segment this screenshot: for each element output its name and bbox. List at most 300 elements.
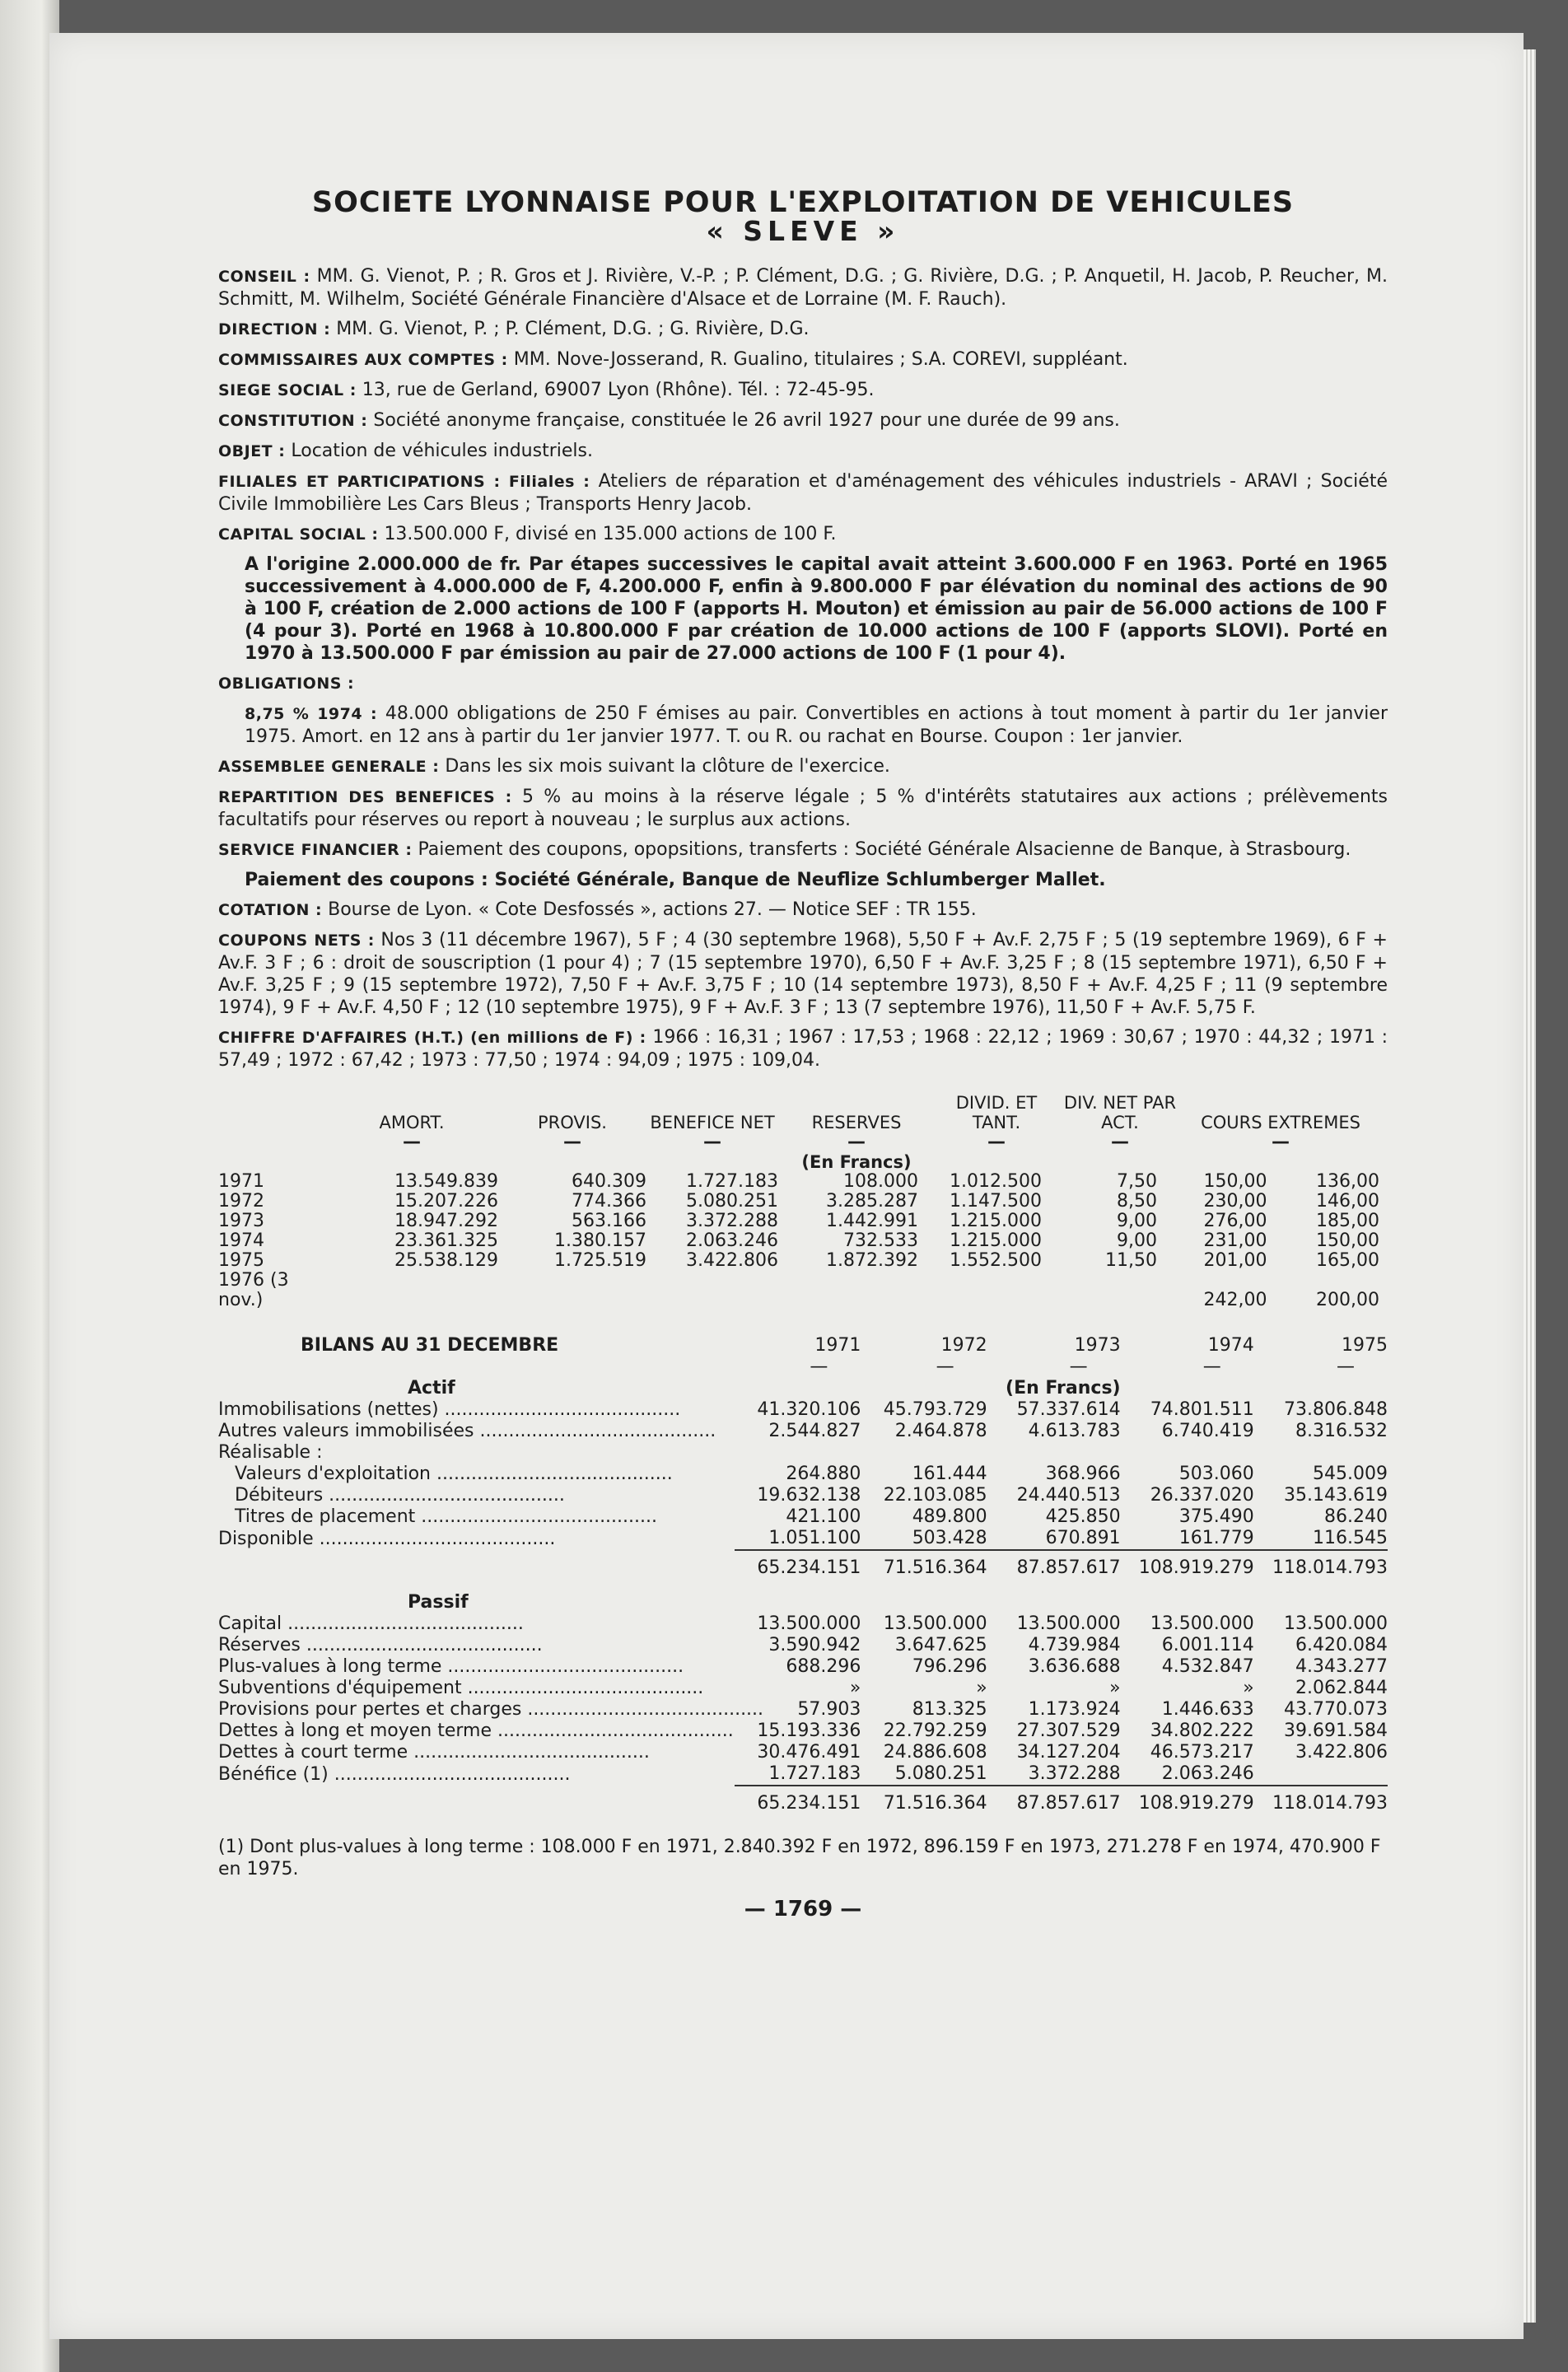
- table-cell: 1.725.519: [554, 1250, 646, 1271]
- total-cell: 118.014.793: [1254, 1786, 1388, 1814]
- balance-row: [218, 1742, 1388, 1763]
- total-cell: 108.919.279: [1121, 1786, 1254, 1814]
- total-cell: 87.857.617: [987, 1786, 1121, 1814]
- table-cell: 15.207.226: [394, 1191, 498, 1212]
- table-cell: 146,00: [1316, 1191, 1379, 1212]
- table-cell: 25.538.129: [394, 1250, 498, 1271]
- table-cell: 200,00: [1316, 1290, 1379, 1310]
- table-cell: 150,00: [1316, 1230, 1379, 1251]
- actif-heading-label: Actif: [408, 1378, 455, 1398]
- section-text: Bourse de Lyon. « Cote Desfossés », actions 27. — Notice SEF : TR 155.: [328, 899, 977, 920]
- section-paragraph: [218, 672, 1388, 695]
- value-cell: 3.422.806: [1295, 1742, 1388, 1763]
- section-label: DIRECTION :: [218, 320, 331, 339]
- row-label: [218, 1635, 735, 1656]
- balance-row: [218, 1721, 1388, 1742]
- value-cell: 57.903: [797, 1699, 861, 1720]
- row-label-text: Dettes à long et moyen terme: [218, 1721, 492, 1741]
- column-header: BENEFICE NET: [650, 1113, 775, 1132]
- value-cell: 86.240: [1324, 1506, 1388, 1527]
- value-cell: 421.100: [786, 1506, 861, 1527]
- value-cell: 43.770.073: [1284, 1699, 1388, 1720]
- value-cell: 1.173.924: [1028, 1699, 1121, 1720]
- table-cell: 108.000: [843, 1171, 918, 1192]
- total-cell: 65.234.151: [735, 1550, 861, 1579]
- section-label: COTATION :: [218, 901, 323, 919]
- value-cell: 22.103.085: [883, 1485, 987, 1506]
- row-label: [218, 1399, 735, 1421]
- table-cell: 231,00: [1203, 1230, 1267, 1251]
- balance-header-row: [218, 1335, 1388, 1356]
- total-row: [218, 1550, 1388, 1579]
- dash: —: [1337, 1356, 1355, 1377]
- value-cell: 489.800: [912, 1506, 987, 1527]
- section-text: Location de véhicules industriels.: [291, 441, 593, 461]
- section-text: Ateliers de réparation et d'aménagement des véhicules industriels - ARAVI ; Société Civile Immobilière Les Cars Bleus ; Transports Henry Jacob.: [218, 471, 1388, 515]
- section-label: CONSEIL :: [218, 268, 310, 286]
- table-cell: 1.442.991: [826, 1211, 918, 1231]
- row-label: [218, 1742, 735, 1763]
- section-text: Société anonyme française, constituée le 26 avril 1927 pour une durée de 99 ans.: [373, 410, 1120, 431]
- balance-row: [218, 1635, 1388, 1656]
- section-label: COMMISSAIRES AUX COMPTES :: [218, 351, 508, 369]
- table-cell: 3.422.806: [686, 1250, 778, 1271]
- value-cell: 35.143.619: [1284, 1485, 1388, 1506]
- table-cell: 18.947.292: [394, 1211, 498, 1231]
- page-title: SOCIETE LYONNAISE POUR L'EXPLOITATION DE VEHICULES: [311, 186, 1295, 219]
- table-cell: [498, 1271, 646, 1310]
- value-cell: 375.490: [1178, 1506, 1254, 1527]
- balance-row: [218, 1421, 1388, 1442]
- value-cell: 1.051.100: [768, 1528, 861, 1548]
- table-cell: 242,00: [1203, 1290, 1267, 1310]
- row-label-text: Dettes à court terme: [218, 1742, 408, 1763]
- table-cell: 1976 (3 nov.): [218, 1270, 289, 1310]
- section-label: REPARTITION DES BENEFICES :: [218, 788, 512, 806]
- table-cell: 1.215.000: [950, 1230, 1042, 1251]
- section-paragraph: [218, 470, 1388, 516]
- table-row: [218, 1231, 1379, 1251]
- unit-row: [218, 1152, 1379, 1172]
- dot-leader: .........................................: [408, 1742, 650, 1763]
- value-cell: 73.806.848: [1284, 1399, 1388, 1420]
- table-cell: 7,50: [1117, 1171, 1157, 1192]
- value-cell: 39.691.584: [1284, 1721, 1388, 1741]
- spacer: [218, 1786, 735, 1814]
- unit-label: (En Francs): [801, 1152, 912, 1172]
- dash: [218, 1132, 325, 1152]
- table-row: [218, 1251, 1379, 1271]
- row-label: [218, 1464, 735, 1485]
- dash: —: [703, 1132, 721, 1152]
- value-cell: 813.325: [912, 1699, 987, 1720]
- value-cell: 3.636.688: [1028, 1656, 1121, 1677]
- info-sections: [218, 265, 1388, 1072]
- section-label: CAPITAL SOCIAL :: [218, 525, 379, 544]
- dot-leader: .........................................: [415, 1506, 657, 1527]
- row-label-text: Réserves: [218, 1635, 301, 1655]
- value-cell: 13.500.000: [1150, 1613, 1254, 1634]
- column-header: COURS EXTREMES: [1201, 1113, 1360, 1132]
- row-label: [218, 1656, 735, 1678]
- value-cell: 3.590.942: [768, 1635, 861, 1655]
- value-cell: 45.793.729: [883, 1399, 987, 1420]
- total-cell: 118.014.793: [1254, 1550, 1388, 1579]
- value-cell: 13.500.000: [1284, 1613, 1388, 1634]
- year-header: 1972: [940, 1335, 987, 1356]
- value-cell: 46.573.217: [1150, 1742, 1254, 1763]
- table-cell: 23.361.325: [394, 1230, 498, 1251]
- spacer: [861, 1378, 987, 1399]
- total-row: [218, 1786, 1388, 1814]
- dot-leader: .........................................: [474, 1421, 716, 1441]
- value-cell: 57.337.614: [1016, 1399, 1121, 1420]
- dash: —: [1272, 1132, 1290, 1152]
- value-cell: [1121, 1442, 1254, 1464]
- section-paragraph: [218, 409, 1388, 432]
- section-paragraph: [218, 523, 1388, 546]
- value-cell: 4.739.984: [1028, 1635, 1121, 1655]
- value-cell: 34.802.222: [1150, 1721, 1254, 1741]
- value-cell: 116.545: [1313, 1528, 1388, 1548]
- table-cell: 732.533: [843, 1230, 918, 1251]
- table-cell: 230,00: [1203, 1191, 1267, 1212]
- section-text: MM. G. Vienot, P. ; R. Gros et J. Rivière, V.-P. ; P. Clément, D.G. ; G. Rivière, D.G. ; P. Anquetil, H. Jacob, P. Reucher, M. Schmitt, M. Wilhelm, Société Générale Financière d'Alsace et de Lorraine (M. F. Rauch).: [218, 266, 1388, 310]
- value-cell: 27.307.529: [1016, 1721, 1121, 1741]
- value-cell: [735, 1442, 861, 1464]
- table-cell: 1.215.000: [950, 1211, 1042, 1231]
- table-cell: 276,00: [1203, 1211, 1267, 1231]
- row-label-text: Disponible: [218, 1528, 314, 1549]
- value-cell: »: [1243, 1678, 1254, 1698]
- dash: —: [1202, 1356, 1221, 1377]
- balance-row: [218, 1506, 1388, 1528]
- value-cell: 670.891: [1045, 1528, 1121, 1548]
- value-cell: 3.647.625: [894, 1635, 987, 1655]
- balance-row: [218, 1656, 1388, 1678]
- section-label: CHIFFRE D'AFFAIRES (H.T.) (en millions de F) :: [218, 1029, 646, 1047]
- balance-row: [218, 1678, 1388, 1699]
- section-text: Paiement des coupons : Société Générale, Banque de Neuflize Schlumberger Mallet.: [245, 870, 1106, 890]
- value-cell: 2.062.844: [1295, 1678, 1388, 1698]
- section-text: 13.500.000 F, divisé en 135.000 actions de 100 F.: [384, 524, 837, 544]
- section-text: 48.000 obligations de 250 F émises au pair. Convertibles en actions à tout moment à partir du 1er janvier 1975. Amort. en 12 ans à partir du 1er janvier 1977. T. ou R. ou rachat en Bourse. Coupon : 1er janvier.: [245, 703, 1388, 747]
- row-label: [218, 1699, 764, 1721]
- value-cell: 34.127.204: [1016, 1742, 1121, 1763]
- table-cell: 1.872.392: [826, 1250, 918, 1271]
- passif-heading: [218, 1579, 1388, 1613]
- value-cell: 74.801.511: [1150, 1399, 1254, 1420]
- row-label: [218, 1506, 735, 1528]
- actif-heading: [218, 1378, 1388, 1399]
- balance-row: [218, 1399, 1388, 1421]
- spacer: [735, 1378, 861, 1399]
- table-cell: 1.380.157: [554, 1230, 646, 1251]
- section-paragraph: [218, 553, 1388, 665]
- row-label: [218, 1442, 735, 1464]
- section-label: SERVICE FINANCIER :: [218, 841, 413, 859]
- section-label: CONSTITUTION :: [218, 412, 368, 430]
- year-header: 1973: [1074, 1335, 1121, 1356]
- section-paragraph: [218, 899, 1388, 922]
- row-label: [218, 1721, 735, 1742]
- row-label-text: Titres de placement: [235, 1506, 416, 1527]
- value-cell: 1.727.183: [768, 1763, 861, 1784]
- value-cell: [861, 1442, 987, 1464]
- row-label: [218, 1678, 735, 1699]
- row-label-text: Capital: [218, 1613, 282, 1634]
- value-cell: 2.063.246: [1161, 1763, 1254, 1784]
- section-paragraph: [218, 755, 1388, 778]
- row-label-text: Subventions d'équipement: [218, 1678, 462, 1698]
- row-label-text: Valeurs d'exploitation: [235, 1464, 431, 1484]
- section-text: MM. Nove-Josserand, R. Gualino, titulaires ; S.A. COREVI, suppléant.: [513, 349, 1128, 370]
- value-cell: »: [976, 1678, 987, 1698]
- row-label-text: Autres valeurs immobilisées: [218, 1421, 474, 1441]
- table-cell: 201,00: [1203, 1250, 1267, 1271]
- table-cell: 150,00: [1203, 1171, 1267, 1192]
- section-paragraph: [218, 265, 1388, 311]
- section-text: Nos 3 (11 décembre 1967), 5 F ; 4 (30 septembre 1968), 5,50 F + Av.F. 2,75 F ; 5 (19 septembre 1969), 6 F + Av.F. 3 F ; 6 : droit de souscription (1 pour 4) ; 7 (15 septembre 1970), 6,50 F + Av.F. 3,25 F ; 8 (15 septembre 1971), 6,50 F + Av.F. 3,25 F ; 9 (15 septembre 1972), 7,50 F + Av.F. 3,75 F ; 10 (14 septembre 1973), 8,50 F + Av.F. 4,25 F ; 11 (9 septembre 1974), 9 F + Av.F. 4,50 F ; 12 (10 septembre 1975), 9 F + Av.F. 3 F ; 13 (7 septembre 1976), 11,50 F + Av.F. 5,75 F.: [218, 930, 1388, 1018]
- table-row: [218, 1192, 1379, 1212]
- section-label: 8,75 % 1974 :: [245, 705, 378, 723]
- table-cell: 563.166: [572, 1211, 646, 1231]
- value-cell: 503.428: [912, 1528, 987, 1548]
- table-cell: 185,00: [1316, 1211, 1379, 1231]
- section-text: 13, rue de Gerland, 69007 Lyon (Rhône). Tél. : 72-45-95.: [362, 380, 875, 400]
- value-cell: 503.060: [1178, 1464, 1254, 1484]
- table-cell: 3.372.288: [686, 1211, 778, 1231]
- value-cell: [1254, 1442, 1388, 1464]
- table-row: [218, 1271, 1379, 1310]
- value-cell: 3.372.288: [1028, 1763, 1121, 1784]
- dash: —: [810, 1356, 828, 1377]
- value-cell: 796.296: [912, 1656, 987, 1677]
- table-cell: 165,00: [1316, 1250, 1379, 1271]
- row-label: [218, 1485, 735, 1506]
- value-cell: 13.500.000: [1016, 1613, 1121, 1634]
- section-text: Dans les six mois suivant la clôture de l'exercice.: [445, 756, 890, 777]
- value-cell: [1254, 1763, 1388, 1786]
- unit-label: (En Francs): [1006, 1378, 1121, 1398]
- value-cell: 24.886.608: [883, 1742, 987, 1763]
- table-header-row: [218, 1093, 1379, 1132]
- value-cell: 15.193.336: [757, 1721, 861, 1741]
- table-cell: 5.080.251: [686, 1191, 778, 1212]
- total-cell: 108.919.279: [1121, 1550, 1254, 1579]
- balance-row: [218, 1699, 1388, 1721]
- column-header: DIVID. ET TANT.: [955, 1093, 1038, 1132]
- passif-heading-label: Passif: [408, 1592, 469, 1613]
- value-cell: 6.001.114: [1161, 1635, 1254, 1655]
- table-row: [218, 1212, 1379, 1231]
- column-header: [218, 1093, 325, 1132]
- value-cell: 264.880: [786, 1464, 861, 1484]
- section-label: FILIALES ET PARTICIPATIONS : Filiales :: [218, 473, 590, 491]
- table-cell: 9,00: [1117, 1211, 1157, 1231]
- column-header: PROVIS.: [538, 1113, 607, 1132]
- row-label: [218, 1613, 735, 1635]
- document-page: [49, 33, 1524, 2339]
- section-paragraph: [218, 786, 1388, 831]
- table-cell: 136,00: [1316, 1171, 1379, 1192]
- value-cell: [987, 1442, 1121, 1464]
- total-cell: 71.516.364: [861, 1550, 987, 1579]
- table-cell: 1973: [218, 1211, 264, 1231]
- column-header: DIV. NET PAR ACT.: [1063, 1093, 1177, 1132]
- year-header: 1971: [814, 1335, 861, 1356]
- table-cell: [646, 1271, 778, 1310]
- table-cell: [935, 1271, 1058, 1310]
- dash: —: [1069, 1356, 1088, 1377]
- row-label-text: Bénéfice (1): [218, 1763, 329, 1785]
- section-paragraph: [218, 869, 1388, 891]
- balance-sheet-table: [218, 1335, 1388, 1814]
- table-cell: 1975: [218, 1250, 264, 1271]
- row-label: [218, 1421, 735, 1442]
- value-cell: 5.080.251: [894, 1763, 987, 1784]
- dot-leader: .........................................: [431, 1464, 673, 1484]
- value-cell: 4.343.277: [1295, 1656, 1388, 1677]
- section-label: COUPONS NETS :: [218, 932, 375, 950]
- dash: —: [563, 1132, 581, 1152]
- year-header: 1974: [1207, 1335, 1254, 1356]
- value-cell: 6.420.084: [1295, 1635, 1388, 1655]
- section-paragraph: [218, 379, 1388, 402]
- row-label-text: Débiteurs: [235, 1485, 324, 1506]
- year-header: 1975: [1342, 1335, 1388, 1356]
- section-text: 1966 : 16,31 ; 1967 : 17,53 ; 1968 : 22,12 ; 1969 : 30,67 ; 1970 : 44,32 ; 1971 : 57,49 ; 1972 : 67,42 ; 1973 : 77,50 ; 1974 : 94,09 ; 1975 : 109,04.: [218, 1027, 1388, 1071]
- table-cell: 8,50: [1117, 1191, 1157, 1212]
- table-cell: 9,00: [1117, 1230, 1157, 1251]
- table-cell: 1974: [218, 1230, 264, 1251]
- row-label: [218, 1763, 735, 1786]
- table-cell: 1.012.500: [950, 1171, 1042, 1192]
- section-text: Paiement des coupons, opopsitions, transferts : Société Générale Alsacienne de Banque, à Strasbourg.: [418, 839, 1351, 860]
- dot-leader: .........................................: [461, 1678, 704, 1698]
- value-cell: 2.544.827: [768, 1421, 861, 1441]
- table-cell: [778, 1271, 935, 1310]
- table-cell: 1972: [218, 1191, 264, 1212]
- section-label: SIEGE SOCIAL :: [218, 381, 357, 399]
- value-cell: 22.792.259: [883, 1721, 987, 1741]
- section-text: A l'origine 2.000.000 de fr. Par étapes successives le capital avait atteint 3.600.000 F en 1963. Porté en 1965 successivement à 4.000.000 de F, 4.200.000 F, enfin à 9.800.000 F par élévation du nominal des actions de 90 à 100 F, création de 2.000 actions de 100 F (apports H. Mouton) et émission au pair de 56.000 actions de 100 F (4 pour 3). Porté en 1968 à 10.800.000 F par création de 10.000 actions de 100 F (apports SLOVI). Porté en 1970 à 13.500.000 F par émission au pair de 27.000 actions de 100 F (1 pour 4).: [245, 554, 1388, 664]
- dot-leader: .........................................: [313, 1528, 556, 1549]
- table-cell: 2.063.246: [686, 1230, 778, 1251]
- value-cell: 8.316.532: [1295, 1421, 1388, 1441]
- value-cell: 24.440.513: [1016, 1485, 1121, 1506]
- table-cell: [325, 1271, 498, 1310]
- dash: —: [987, 1132, 1006, 1152]
- balance-row: [218, 1613, 1388, 1635]
- dash: —: [936, 1356, 954, 1377]
- value-cell: 30.476.491: [757, 1742, 861, 1763]
- value-cell: »: [1109, 1678, 1121, 1698]
- value-cell: 13.500.000: [757, 1613, 861, 1634]
- value-cell: 425.850: [1045, 1506, 1121, 1527]
- value-cell: 13.500.000: [883, 1613, 987, 1634]
- balance-row: [218, 1763, 1388, 1786]
- dot-leader: .........................................: [441, 1656, 684, 1677]
- balance-row: [218, 1442, 1388, 1464]
- balance-row: [218, 1485, 1388, 1506]
- section-paragraph: [218, 1026, 1388, 1072]
- value-cell: 545.009: [1313, 1464, 1388, 1484]
- page-content: [218, 185, 1388, 1921]
- section-paragraph: [218, 929, 1388, 1019]
- dash: —: [403, 1132, 421, 1152]
- dash: —: [1111, 1132, 1129, 1152]
- table-row: [218, 1172, 1379, 1192]
- value-cell: »: [849, 1678, 861, 1698]
- dot-leader: .........................................: [492, 1721, 734, 1741]
- dot-leader: .........................................: [521, 1699, 764, 1720]
- section-paragraph: [218, 440, 1388, 463]
- value-cell: 368.966: [1045, 1464, 1121, 1484]
- spacer: [218, 1550, 735, 1579]
- value-cell: 161.779: [1178, 1528, 1254, 1548]
- total-cell: 71.516.364: [861, 1786, 987, 1814]
- row-label-text: Provisions pour pertes et charges: [218, 1699, 522, 1720]
- dot-leader: .........................................: [300, 1635, 543, 1655]
- dash-row: [218, 1132, 1379, 1152]
- results-table: [218, 1093, 1379, 1310]
- table-cell: 640.309: [572, 1171, 646, 1192]
- value-cell: 2.464.878: [894, 1421, 987, 1441]
- table-cell: 1971: [218, 1171, 264, 1192]
- spacer: [218, 1152, 778, 1172]
- row-label-text: Immobilisations (nettes): [218, 1399, 439, 1420]
- balance-row: [218, 1528, 1388, 1550]
- section-label: OBLIGATIONS :: [218, 675, 355, 693]
- footnote: (1) Dont plus-values à long terme : 108.000 F en 1971, 2.840.392 F en 1972, 896.159 F en 1973, 271.278 F en 1974, 470.900 F en 1975.: [218, 1837, 1381, 1879]
- row-label-text: Réalisable :: [218, 1442, 323, 1463]
- value-cell: 4.532.847: [1161, 1656, 1254, 1677]
- dot-leader: .........................................: [282, 1613, 524, 1634]
- value-cell: 1.446.633: [1161, 1699, 1254, 1720]
- section-label: OBJET :: [218, 442, 286, 460]
- dash-row: [218, 1356, 1388, 1378]
- table-cell: 11,50: [1105, 1250, 1157, 1271]
- section-paragraph: [218, 838, 1388, 861]
- value-cell: 6.740.419: [1161, 1421, 1254, 1441]
- spacer: [218, 1356, 735, 1378]
- balance-row: [218, 1464, 1388, 1485]
- value-cell: 161.444: [912, 1464, 987, 1484]
- dash: —: [847, 1132, 866, 1152]
- table-cell: 1.147.500: [950, 1191, 1042, 1212]
- balance-title: BILANS AU 31 DECEMBRE: [301, 1335, 559, 1356]
- table-cell: 1.727.183: [686, 1171, 778, 1192]
- dot-leader: .........................................: [328, 1763, 571, 1785]
- section-paragraph: [218, 318, 1388, 341]
- value-cell: 41.320.106: [757, 1399, 861, 1420]
- column-header: AMORT.: [379, 1113, 445, 1132]
- page-subtitle: « SLEVE »: [706, 215, 900, 247]
- table-cell: 3.285.287: [826, 1191, 918, 1212]
- page-number: — 1769 —: [744, 1897, 862, 1921]
- section-text: MM. G. Vienot, P. ; P. Clément, D.G. ; G. Rivière, D.G.: [336, 319, 810, 339]
- row-label: [218, 1528, 735, 1550]
- section-text: 5 % au moins à la réserve légale ; 5 % d'intérêts statutaires aux actions ; prélèvements facultatifs pour réserves ou report à nouveau ; le surplus aux actions.: [218, 787, 1388, 830]
- value-cell: 26.337.020: [1150, 1485, 1254, 1506]
- table-cell: 13.549.839: [394, 1171, 498, 1192]
- table-cell: [1058, 1271, 1182, 1310]
- dot-leader: .........................................: [323, 1485, 565, 1506]
- table-cell: 774.366: [572, 1191, 646, 1212]
- total-cell: 87.857.617: [987, 1550, 1121, 1579]
- column-header: RESERVES: [811, 1113, 902, 1132]
